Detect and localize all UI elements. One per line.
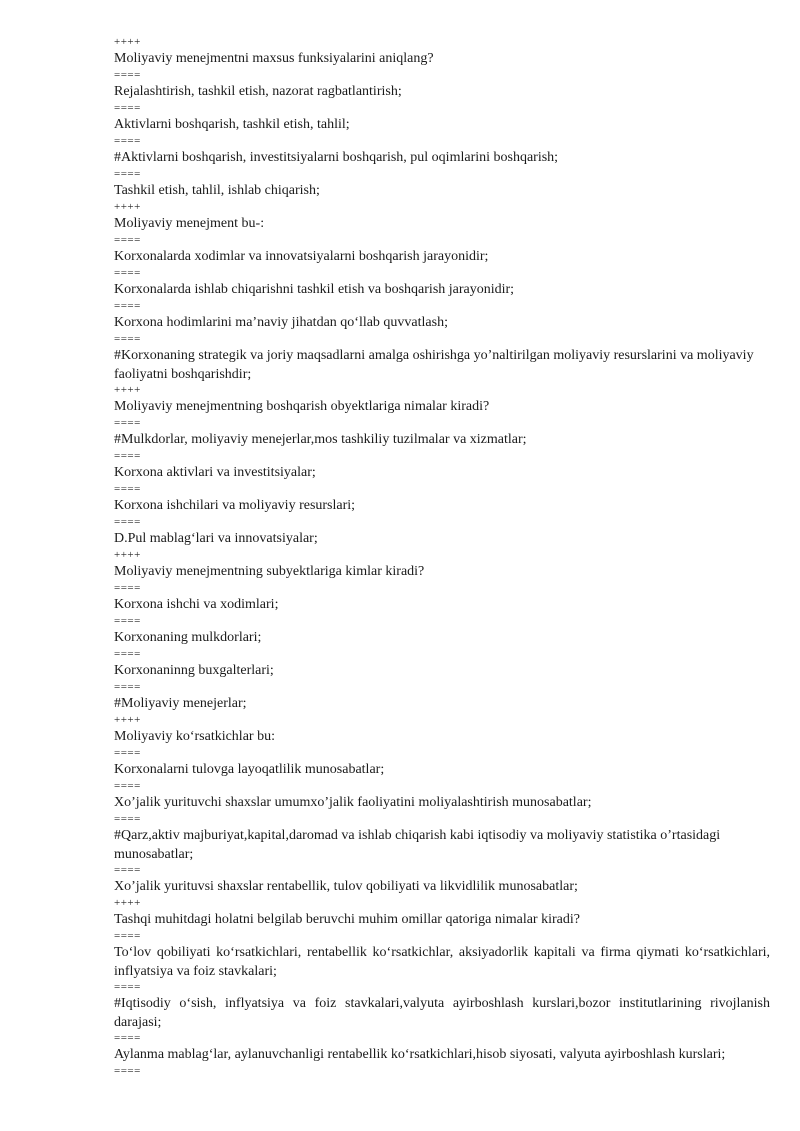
option-separator: ==== <box>114 516 141 528</box>
text-line: Xo’jalik yurituvsi shaxslar rentabellik, tulov qobiliyati va likvidlilik munosabatlar; <box>114 879 578 894</box>
option-separator: ==== <box>114 981 141 993</box>
option-separator: ==== <box>114 168 141 180</box>
text-line: Xo’jalik yurituvchi shaxslar umumxo’jalik faoliyatini moliyalashtirish munosabatlar; <box>114 795 592 810</box>
text-line: Korxonaninng buxgalterlari; <box>114 663 274 678</box>
option-separator: ==== <box>114 450 141 462</box>
text-line: #Aktivlarni boshqarish, investitsiyalarni boshqarish, pul oqimlarini boshqarish; <box>114 150 559 165</box>
question-marker: ++++ <box>114 549 141 561</box>
text-line: Tashkil etish, tahlil, ishlab chiqarish; <box>114 183 320 198</box>
text-line: To‘lov qobiliyati ko‘rsatkichlari, rentabellik ko‘rsatkichlar, aksiyadorlik kapitali va firma qiymati ko‘rsatkichlari, inflyatsiya va foiz stavkalari; <box>114 945 770 979</box>
option-separator: ==== <box>114 300 141 312</box>
text-line: Aktivlarni boshqarish, tashkil etish, tahlil; <box>114 117 350 132</box>
text-line: Korxona ishchi va xodimlari; <box>114 597 279 612</box>
option-separator: ==== <box>114 102 141 114</box>
question-marker: ++++ <box>114 201 141 213</box>
option-separator: ==== <box>114 864 141 876</box>
question-marker: ++++ <box>114 384 141 396</box>
text-line: Rejalashtirish, tashkil etish, nazorat ragbatlantirish; <box>114 84 402 99</box>
option-separator: ==== <box>114 780 141 792</box>
option-separator: ==== <box>114 747 141 759</box>
option-separator: ==== <box>114 483 141 495</box>
option-separator: ==== <box>114 1032 141 1044</box>
question-marker: ++++ <box>114 897 141 909</box>
text-line: Korxonaning mulkdorlari; <box>114 630 262 645</box>
document-page <box>114 36 770 1077</box>
option-separator: ==== <box>114 648 141 660</box>
text-line: #Iqtisodiy o‘sish, inflyatsiya va foiz stavkalari,valyuta ayirboshlash kurslari,bozor institutlarining rivojlanish darajasi; <box>114 996 770 1030</box>
text-line: #Mulkdorlar, moliyaviy menejerlar,mos tashkiliy tuzilmalar va xizmatlar; <box>114 432 527 447</box>
option-separator: ==== <box>114 681 141 693</box>
option-separator: ==== <box>114 582 141 594</box>
text-line: Korxonalarda ishlab chiqarishni tashkil etish va boshqarish jarayonidir; <box>114 282 515 297</box>
text-line: Moliyaviy menejmentning boshqarish obyektlariga nimalar kiradi? <box>114 399 490 414</box>
option-separator: ==== <box>114 69 141 81</box>
option-separator: ==== <box>114 333 141 345</box>
text-line: #Qarz,aktiv majburiyat,kapital,daromad va ishlab chiqarish kabi iqtisodiy va moliyaviy statistika o’rtasidagi munosabatlar; <box>114 828 721 862</box>
text-line: Moliyaviy menejment bu-: <box>114 216 265 231</box>
text-line: Aylanma mablag‘lar, aylanuvchanligi rentabellik ko‘rsatkichlari,hisob siyosati, valyuta ayirboshlash kurslari; <box>114 1047 726 1062</box>
text-line: #Korxonaning strategik va joriy maqsadlarni amalga oshirishga yo’naltirilgan moliyaviy resurslarini va moliyaviy faoliyatni boshqarishdir; <box>114 348 754 382</box>
text-line: Tashqi muhitdagi holatni belgilab beruvchi muhim omillar qatoriga nimalar kiradi? <box>114 912 580 927</box>
option-separator: ==== <box>114 930 141 942</box>
question-marker: ++++ <box>114 714 141 726</box>
text-line: Moliyaviy menejmentni maxsus funksiyalarini aniqlang? <box>114 51 434 66</box>
text-line: Korxona ishchilari va moliyaviy resurslari; <box>114 498 356 513</box>
question-marker: ++++ <box>114 36 141 48</box>
text-line: Korxonalarni tulovga layoqatlilik munosabatlar; <box>114 762 385 777</box>
option-separator: ==== <box>114 135 141 147</box>
option-separator: ==== <box>114 417 141 429</box>
option-separator: ==== <box>114 813 141 825</box>
text-line: Korxonalarda xodimlar va innovatsiyalarni boshqarish jarayonidir; <box>114 249 489 264</box>
text-line: Moliyaviy ko‘rsatkichlar bu: <box>114 729 275 744</box>
option-separator: ==== <box>114 234 141 246</box>
option-separator: ==== <box>114 267 141 279</box>
option-separator: ==== <box>114 1065 141 1077</box>
text-line: D.Pul mablag‘lari va innovatsiyalar; <box>114 531 318 546</box>
text-line: Korxona hodimlarini ma’naviy jihatdan qo‘llab quvvatlash; <box>114 315 448 330</box>
text-line: Moliyaviy menejmentning subyektlariga kimlar kiradi? <box>114 564 425 579</box>
text-line: Korxona aktivlari va investitsiyalar; <box>114 465 316 480</box>
text-line: #Moliyaviy menejerlar; <box>114 696 247 711</box>
option-separator: ==== <box>114 615 141 627</box>
